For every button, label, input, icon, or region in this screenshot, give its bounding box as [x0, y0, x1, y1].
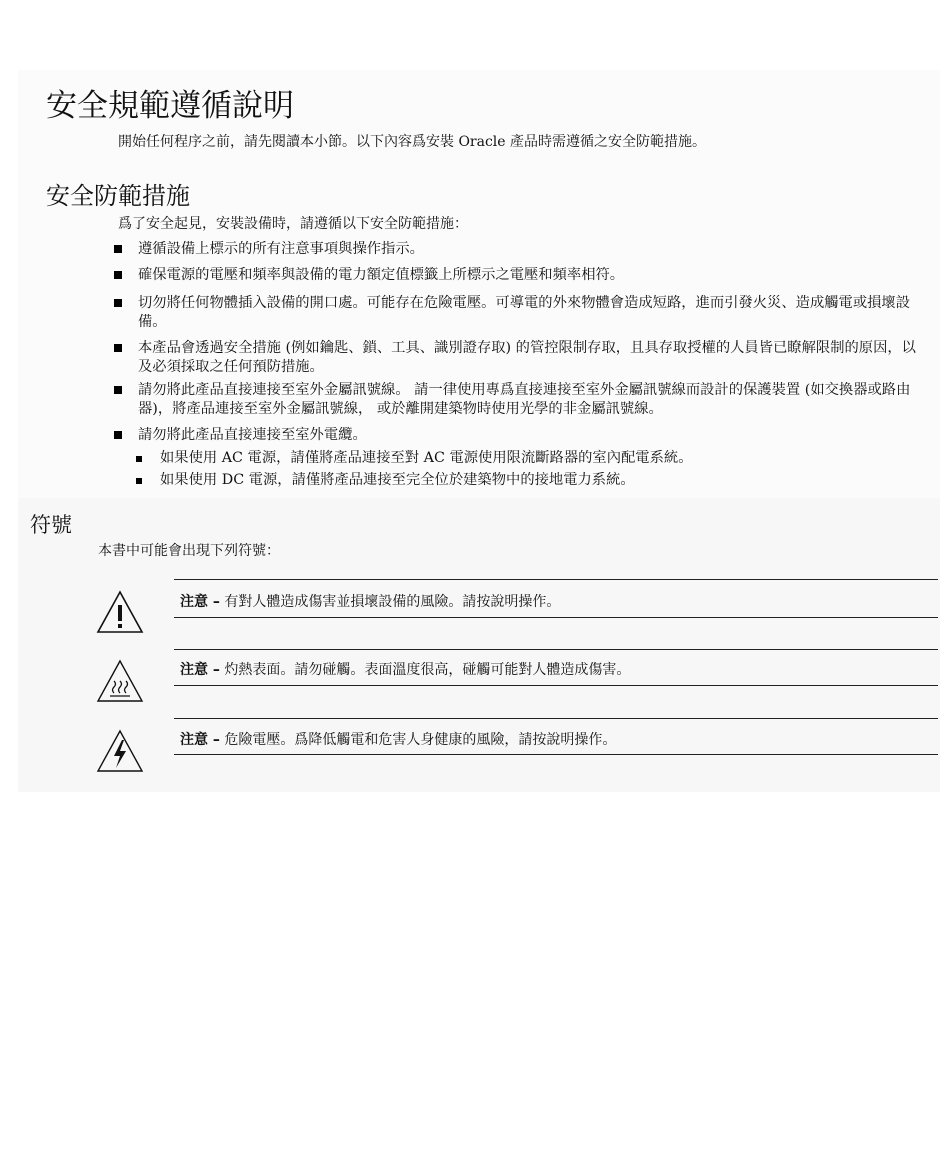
list-item [114, 339, 926, 376]
bullet-square-icon [114, 299, 122, 307]
list-item-text: 切勿將任何物體插入設備的開口處。可能存在危險電壓。可導電的外來物體會造成短路，進而引發火災、造成觸電或損壞設備。 [138, 295, 911, 330]
bullet-square-icon [114, 271, 122, 279]
list-item [114, 381, 926, 418]
list-item-text: 遵循設備上標示的所有注意事項與操作指示。 [138, 241, 424, 257]
divider [174, 718, 938, 719]
list-item-text: 請勿將此產品直接連接至室外金屬訊號線。 請一律使用專爲直接連接至室外金屬訊號線而設計的保護裝置 (如交換器或路由器)，將產品連接至室外金屬訊號線， 或於離開建築物時使用光學的非金屬訊號線。 [138, 382, 911, 417]
intro-paragraph: 開始任何程序之前，請先閱讀本小節。以下內容爲安裝 Oracle 產品時需遵循之安全防範措施。 [118, 134, 707, 150]
divider [174, 617, 938, 618]
bullet-square-icon [114, 431, 122, 439]
symbols-lead: 本書中可能會出現下列符號： [98, 543, 280, 559]
caution-text: 灼熱表面。請勿碰觸。表面溫度很高，碰觸可能對人體造成傷害。 [224, 662, 631, 678]
precautions-lead: 爲了安全起見，安裝設備時，請遵循以下安全防範措施： [118, 216, 468, 232]
page-title: 安全規範遵循說明 [46, 88, 294, 124]
caution-label: 注意 – [180, 662, 220, 678]
high-voltage-warning-icon [96, 729, 144, 773]
list-item [114, 240, 926, 259]
exclamation-warning-icon [96, 590, 144, 634]
caution-note [180, 730, 616, 750]
hot-surface-warning-icon [96, 659, 144, 703]
list-item [114, 426, 926, 445]
bullet-square-icon [114, 386, 122, 394]
precautions-heading: 安全防範措施 [46, 182, 190, 210]
symbols-heading: 符號 [30, 513, 72, 537]
sub-list-item-text: 如果使用 AC 電源，請僅將產品連接至對 AC 電源使用限流斷路器的室內配電系統。 [160, 450, 693, 466]
caution-text: 危險電壓。爲降低觸電和危害人身健康的風險，請按說明操作。 [224, 732, 617, 748]
list-item-text: 請勿將此產品直接連接至室外電纜。 [138, 427, 367, 443]
list-item [114, 294, 926, 331]
sub-list-item [136, 449, 926, 468]
bullet-square-icon [136, 478, 142, 484]
sub-list-item [136, 471, 926, 490]
bullet-square-icon [136, 456, 142, 462]
caution-text: 有對人體造成傷害並損壞設備的風險。請按說明操作。 [224, 594, 561, 610]
divider [174, 685, 938, 686]
caution-note [180, 592, 560, 612]
list-item [114, 266, 926, 285]
caution-note [180, 660, 630, 680]
caution-label: 注意 – [180, 732, 220, 748]
caution-label: 注意 – [180, 594, 220, 610]
bullet-square-icon [114, 344, 122, 352]
sub-list-item-text: 如果使用 DC 電源，請僅將產品連接至完全位於建築物中的接地電力系統。 [160, 472, 635, 488]
divider [174, 579, 938, 580]
bullet-square-icon [114, 245, 122, 253]
divider [174, 754, 938, 755]
divider [174, 649, 938, 650]
list-item-text: 本產品會透過安全措施 (例如鑰匙、鎖、工具、識別證存取) 的管控限制存取，且具存取授權的人員皆已瞭解限制的原因，以及必須採取之任何預防措施。 [138, 340, 916, 375]
list-item-text: 確保電源的電壓和頻率與設備的電力額定值標籤上所標示之電壓和頻率相符。 [138, 267, 625, 283]
